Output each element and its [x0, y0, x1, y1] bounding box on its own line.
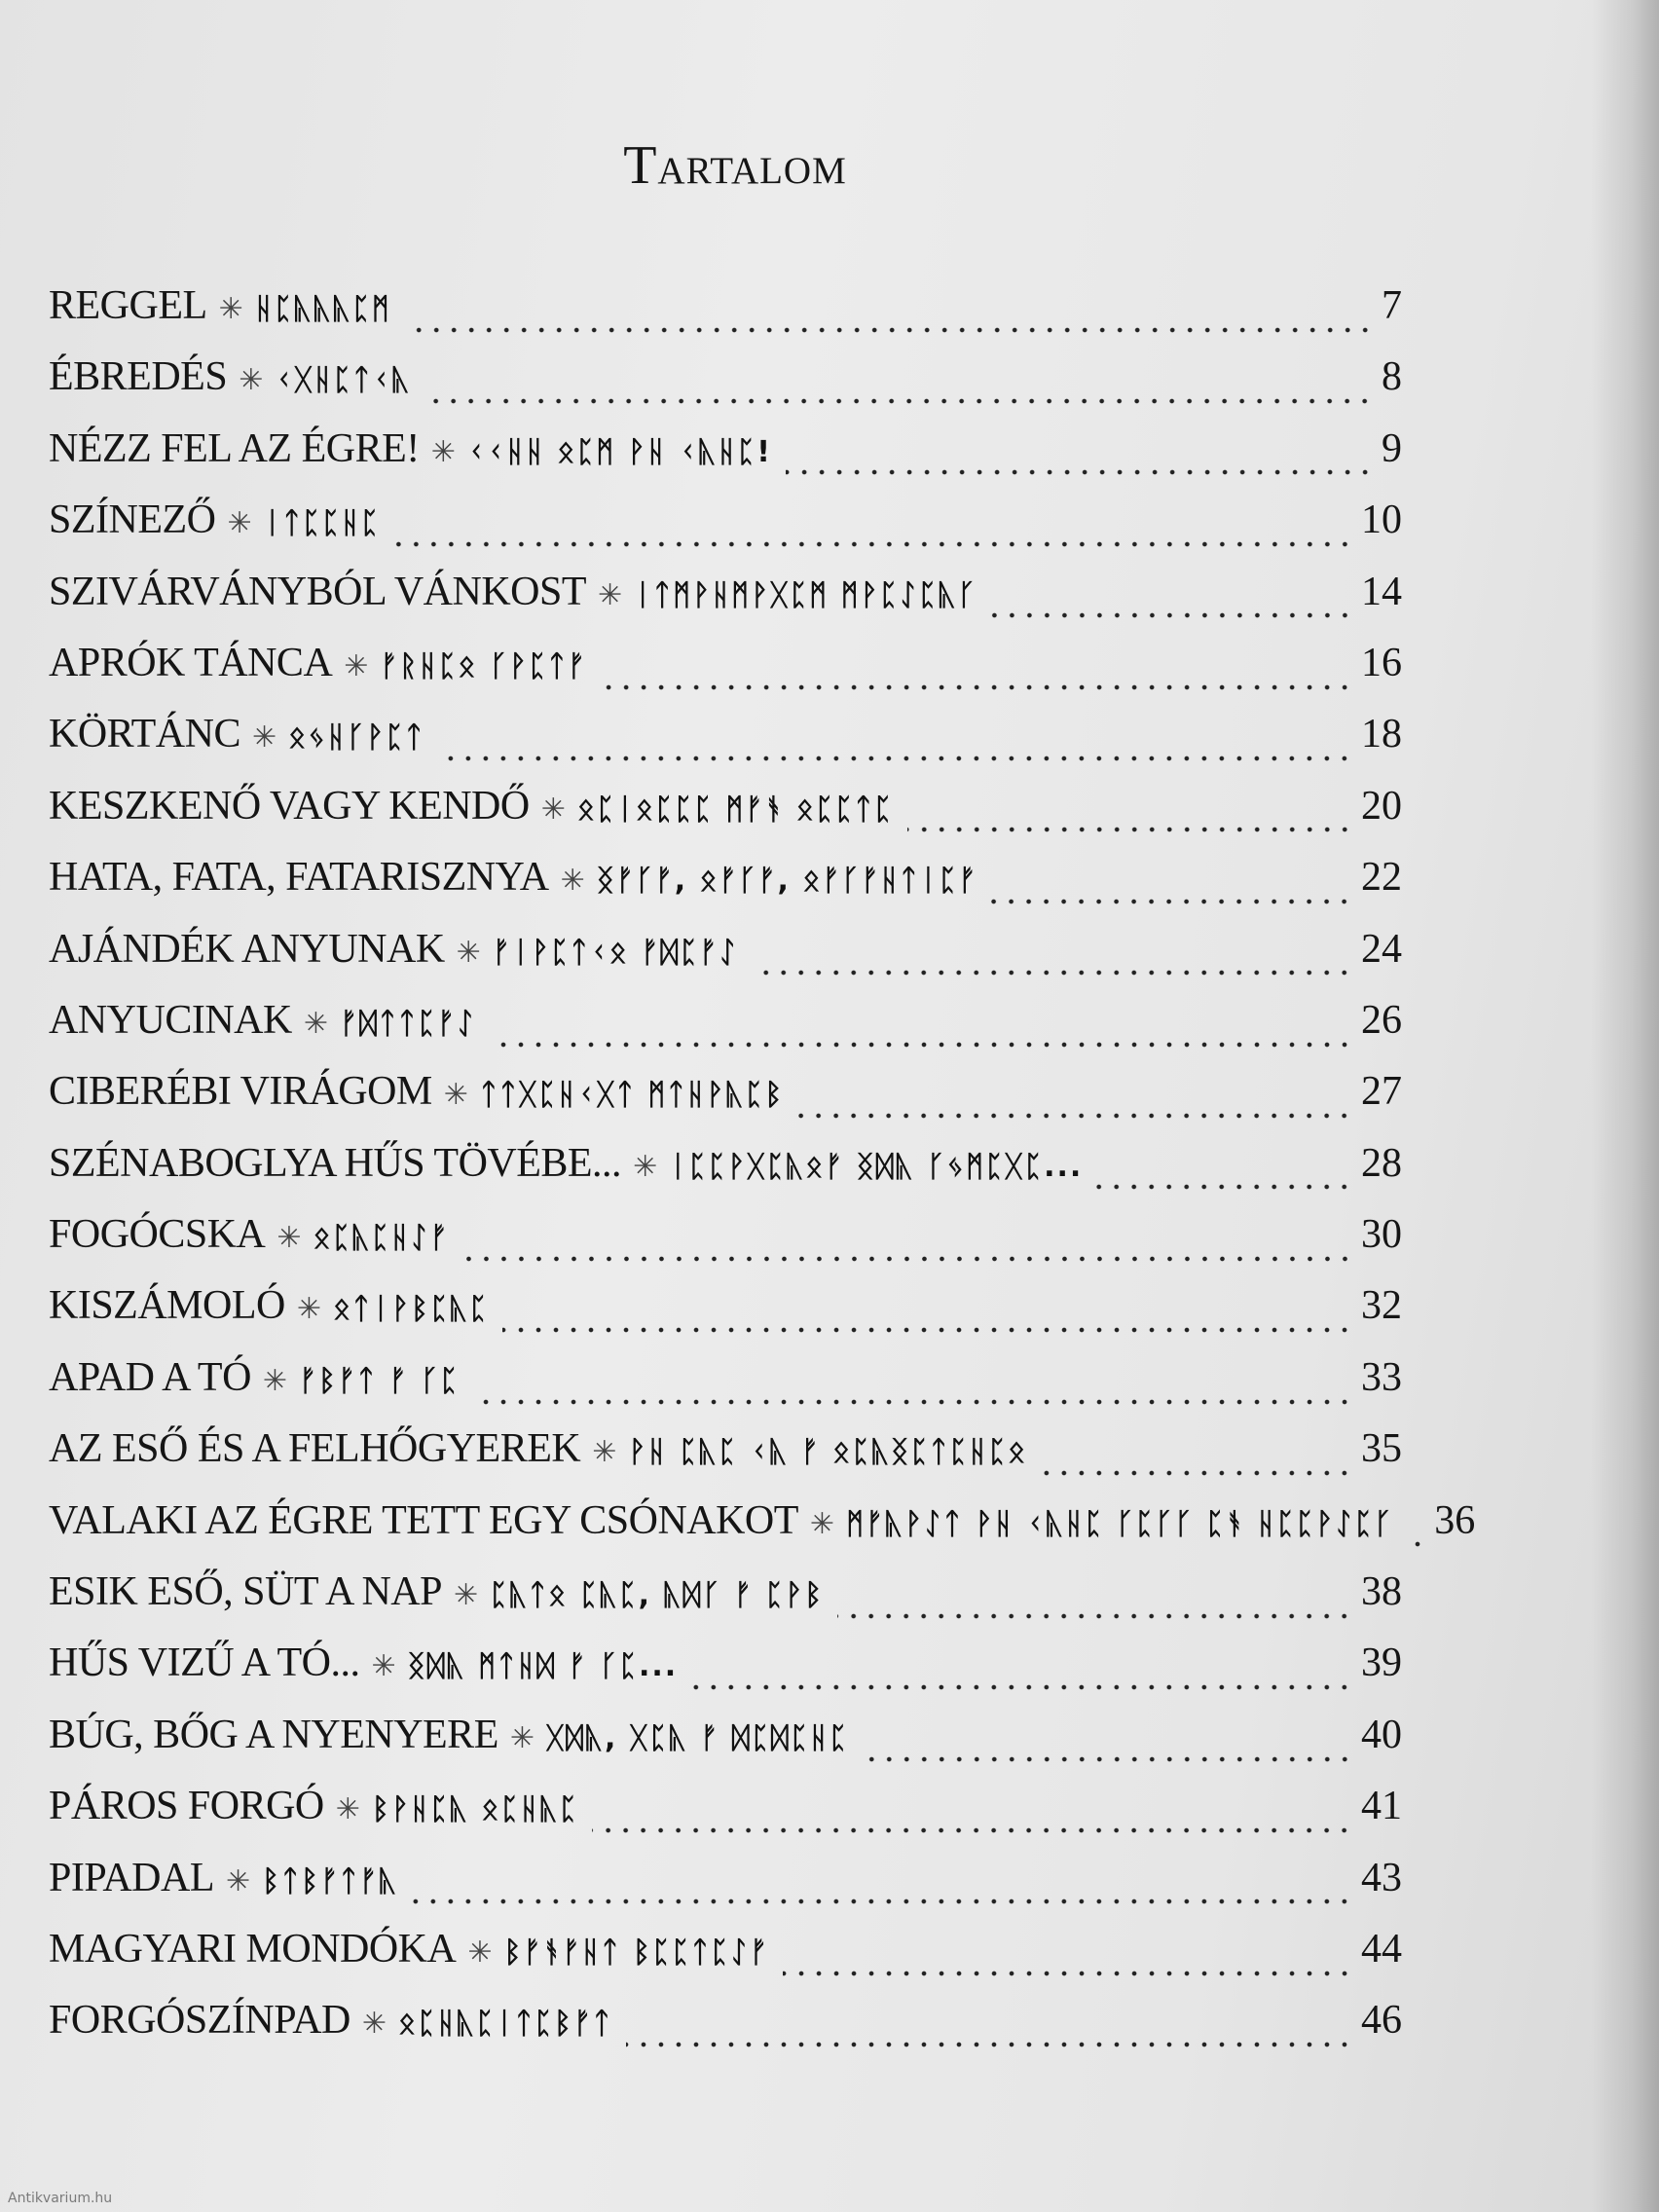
asterisk-separator-icon: ✳	[560, 865, 585, 898]
toc-entry-title: PÁROS FORGÓ	[49, 1784, 324, 1829]
toc-page-number: 44	[1361, 1926, 1402, 1972]
dot-leader	[1096, 1182, 1353, 1192]
toc-entry-runic-title: ᚷᛞᚣ, ᚷᛈᚣ ᚠ ᛞᛈᛞᛈᚺᛈ	[546, 1720, 849, 1755]
toc-row	[49, 1282, 1402, 1353]
toc-row	[49, 1425, 1402, 1496]
dot-leader	[463, 1254, 1353, 1264]
asterisk-separator-icon: ✳	[809, 1507, 835, 1540]
toc-row	[49, 1997, 1402, 2068]
dot-leader	[502, 1325, 1353, 1335]
toc-row	[49, 1211, 1402, 1282]
asterisk-separator-icon: ✳	[276, 1222, 302, 1255]
toc-entry-runic-title: ᚠᛒᚠᛏ ᚠ ᚴᛈ	[299, 1363, 460, 1398]
toc-entry-title: MAGYARI MONDÓKA	[49, 1926, 457, 1972]
toc-entry-title: KISZÁMOLÓ	[49, 1283, 285, 1329]
asterisk-separator-icon: ✳	[251, 721, 277, 755]
toc-page-number: 14	[1361, 569, 1402, 614]
toc-page-number: 33	[1361, 1354, 1402, 1400]
toc-row	[49, 1640, 1402, 1711]
toc-entry-title: APAD A TÓ	[49, 1354, 251, 1400]
toc-row	[49, 1068, 1402, 1139]
dot-leader	[473, 1397, 1353, 1407]
dot-leader	[592, 1825, 1353, 1835]
asterisk-separator-icon: ✳	[335, 1793, 360, 1826]
dot-leader	[601, 682, 1353, 692]
toc-page-number: 16	[1361, 640, 1402, 685]
asterisk-separator-icon: ✳	[456, 936, 481, 969]
toc-entry-title: ANYUCINAK	[49, 997, 292, 1043]
toc-row	[49, 1783, 1402, 1854]
dot-leader	[424, 396, 1374, 406]
asterisk-separator-icon: ✳	[303, 1007, 328, 1040]
toc-page-number: 36	[1434, 1497, 1476, 1543]
toc-page-number: 27	[1361, 1069, 1402, 1115]
dot-leader	[991, 897, 1353, 906]
toc-entry-runic-title: ᛁᛈᛈᚹᚷᛈᚣᛟᚠ ᛝᛞᚣ ᚴᛃᛗᛈᚷᛈ...	[669, 1149, 1084, 1184]
dot-leader	[394, 539, 1353, 549]
asterisk-separator-icon: ✳	[361, 2008, 387, 2041]
toc-page-number: 30	[1361, 1212, 1402, 1258]
asterisk-separator-icon: ✳	[226, 1864, 251, 1898]
asterisk-separator-icon: ✳	[467, 1936, 493, 1969]
dot-leader	[783, 1969, 1353, 1978]
watermark: Antikvarium.hu	[8, 2191, 113, 2206]
toc-row	[49, 1926, 1402, 1997]
toc-row	[49, 282, 1402, 353]
toc-entry-title: KESZKENŐ VAGY KENDŐ	[49, 783, 530, 829]
asterisk-separator-icon: ✳	[453, 1579, 479, 1612]
dot-leader	[1041, 1468, 1353, 1478]
toc-entry-title: HŰS VIZŰ A TÓ...	[49, 1641, 360, 1686]
toc-row	[49, 854, 1402, 925]
toc-page-number: 26	[1361, 997, 1402, 1043]
toc-row	[49, 1140, 1402, 1211]
asterisk-separator-icon: ✳	[633, 1150, 658, 1183]
toc-entry-runic-title: ᛝᛞᚣ ᛗᛏᚺᛞ ᚠ ᚴᛈ...	[407, 1649, 679, 1684]
toc-entry-title: ESIK ESŐ, SÜT A NAP	[49, 1569, 442, 1615]
toc-page-number: 9	[1382, 425, 1402, 471]
toc-entry-runic-title: ᚺᛈᚣᚣᚣᛈᛗ	[254, 292, 391, 326]
toc-entry-title: PIPADAL	[49, 1855, 214, 1900]
toc-page-number: 43	[1361, 1855, 1402, 1900]
toc-row	[49, 1712, 1402, 1783]
dot-leader	[626, 2040, 1353, 2049]
toc-entry-runic-title: ᛟᛃᚺᚴᚹᛈᛏ	[288, 720, 425, 756]
asterisk-separator-icon: ✳	[598, 578, 623, 611]
toc-entry-runic-title: ᛝᚠᚴᚠ, ᛟᚠᚴᚠ, ᛟᚠᚴᚠᚺᛏᛁᛈᚠ	[596, 864, 978, 899]
toc-page-number: 24	[1361, 926, 1402, 972]
asterisk-separator-icon: ✳	[344, 649, 369, 682]
toc-entry-runic-title: ᚲᚲᚺᚺ ᛟᛈᛗ ᚹᚺ ᚲᚣᚺᛈ!	[466, 434, 772, 469]
toc-row	[49, 640, 1402, 711]
asterisk-separator-icon: ✳	[430, 435, 456, 468]
toc-entry-runic-title: ᛒᚠᚬᚠᚺᛏ ᛒᛈᛈᛏᛈᛇᚠ	[503, 1935, 769, 1970]
toc-row	[49, 1497, 1476, 1568]
dot-leader	[907, 825, 1353, 834]
page-title: Tartalom	[623, 135, 847, 196]
toc-row	[49, 353, 1402, 424]
toc-entry-runic-title: ᛗᚠᚣᚹᛇᛏ ᚹᚺ ᚲᚣᚺᛈ ᚴᛈᚴᚴ ᛈᚬ ᚺᛈᛈᚹᛇᛈᚴ	[846, 1506, 1394, 1541]
dot-leader	[863, 1754, 1353, 1764]
asterisk-separator-icon: ✳	[371, 1650, 396, 1683]
toc-page-number: 20	[1361, 783, 1402, 829]
toc-page-number: 39	[1361, 1641, 1402, 1686]
asterisk-separator-icon: ✳	[218, 293, 243, 325]
toc-entry-runic-title: ᚠᛞᛏᛏᛈᚠᛇ	[339, 1006, 476, 1041]
dot-leader	[691, 1682, 1353, 1692]
toc-entry-title: KÖRTÁNC	[49, 712, 240, 757]
asterisk-separator-icon: ✳	[509, 1721, 535, 1754]
asterisk-separator-icon: ✳	[262, 1364, 288, 1397]
dot-leader	[1407, 1539, 1426, 1549]
toc-entry-runic-title: ᛁᛏᛈᛈᚺᛈ	[263, 506, 381, 541]
toc-entry-runic-title: ᛁᛏᛗᚹᚺᛗᚹᚷᛈᛗ ᛗᚹᛈᛇᛈᚣᚴ	[634, 577, 977, 612]
toc-entry-title: APRÓK TÁNCA	[49, 640, 333, 685]
toc-entry-runic-title: ᛏᛏᚷᛈᚺᚲᚷᛏ ᛗᛏᚺᚹᚣᛈᛒ	[479, 1078, 785, 1113]
toc-entry-title: HATA, FATA, FATARISZNYA	[49, 855, 549, 901]
toc-entry-runic-title: ᚠᚱᚺᛈᛟ ᚴᚹᛈᛏᚠ	[380, 648, 587, 683]
toc-entry-runic-title: ᛟᛏᛁᚹᛒᛈᚣᛈ	[332, 1292, 489, 1327]
toc-entry-runic-title: ᛈᚣᛏᛟ ᛈᚣᛈ, ᚣᛞᚴ ᚠ ᛈᚹᛒ	[490, 1578, 825, 1613]
toc-entry-title: VALAKI AZ ÉGRE TETT EGY CSÓNAKOT	[49, 1497, 798, 1543]
toc-page-number: 41	[1361, 1784, 1402, 1829]
toc-entry-title: FORGÓSZÍNPAD	[49, 1998, 350, 2044]
asterisk-separator-icon: ✳	[540, 793, 566, 826]
toc-entry-runic-title: ᛒᚹᚺᛈᚣ ᛟᛈᚺᚣᛈ	[371, 1792, 579, 1827]
toc-entry-title: AZ ESŐ ÉS A FELHŐGYEREK	[49, 1426, 581, 1472]
toc-entry-title: REGGEL	[49, 283, 207, 328]
dot-leader	[490, 1040, 1353, 1050]
toc-row	[49, 569, 1402, 640]
toc-entry-title: SZIVÁRVÁNYBÓL VÁNKOST	[49, 569, 586, 614]
toc-entry-runic-title: ᚠᛁᚹᛈᛏᚲᛟ ᚠᛞᛈᚠᛇ	[492, 935, 739, 970]
toc-entry-runic-title: ᚹᚺ ᛈᚣᛈ ᚲᚣ ᚠ ᛟᛈᚣᛝᛈᛏᛈᚺᛈᛟ	[628, 1435, 1028, 1470]
dot-leader	[405, 325, 1374, 335]
toc-entry-runic-title: ᛟᛈᚣᛈᚺᛇᚠ	[313, 1221, 450, 1256]
toc-row	[49, 425, 1402, 497]
toc-row	[49, 1855, 1402, 1926]
toc-entry-title: SZÍNEZŐ	[49, 498, 216, 543]
toc-page-number: 8	[1382, 354, 1402, 400]
asterisk-separator-icon: ✳	[443, 1079, 468, 1112]
toc-entry-runic-title: ᛒᛏᛒᚠᛏᚠᚣ	[262, 1863, 399, 1899]
toc-page-number: 28	[1361, 1140, 1402, 1186]
dot-leader	[991, 610, 1353, 620]
dot-leader	[797, 1111, 1353, 1121]
toc-entry-title: FOGÓCSKA	[49, 1212, 266, 1258]
toc-page-number: 38	[1361, 1569, 1402, 1615]
page-edge-shadow	[1591, 0, 1659, 2212]
dot-leader	[837, 1611, 1353, 1621]
toc-entry-title: ÉBREDÉS	[49, 354, 228, 400]
dot-leader	[438, 754, 1353, 763]
asterisk-separator-icon: ✳	[227, 507, 252, 540]
toc-row	[49, 1568, 1402, 1640]
toc-entry-title: NÉZZ FEL AZ ÉGRE!	[49, 425, 420, 471]
dot-leader	[752, 968, 1353, 977]
toc-page-number: 32	[1361, 1283, 1402, 1329]
toc-page-number: 46	[1361, 1998, 1402, 2044]
asterisk-separator-icon: ✳	[592, 1436, 617, 1469]
dot-leader	[412, 1897, 1353, 1906]
toc-page-number: 7	[1382, 283, 1402, 328]
toc-page-number: 40	[1361, 1712, 1402, 1757]
toc-row	[49, 997, 1402, 1068]
toc-entry-title: CIBERÉBI VIRÁGOM	[49, 1069, 432, 1115]
dot-leader	[786, 467, 1374, 477]
toc-entry-title: AJÁNDÉK ANYUNAK	[49, 926, 445, 972]
toc-page-number: 10	[1361, 498, 1402, 543]
toc-entry-runic-title: ᚲᚷᚺᛈᛏᚲᚣ	[275, 363, 412, 398]
toc-entry-title: BÚG, BŐG A NYENYERE	[49, 1712, 498, 1757]
toc-row	[49, 926, 1402, 997]
table-of-contents	[49, 282, 1476, 2069]
asterisk-separator-icon: ✳	[296, 1293, 321, 1326]
toc-entry-title: SZÉNABOGLYA HŰS TÖVÉBE...	[49, 1140, 622, 1186]
toc-row	[49, 497, 1402, 568]
toc-row	[49, 783, 1402, 854]
toc-page-number: 22	[1361, 855, 1402, 901]
toc-entry-runic-title: ᛟᛈᚺᚣᛈᛁᛏᛈᛒᚠᛏ	[398, 2007, 613, 2042]
toc-row	[49, 711, 1402, 782]
asterisk-separator-icon: ✳	[239, 364, 264, 397]
toc-page-number: 35	[1361, 1426, 1402, 1472]
toc-page-number: 18	[1361, 712, 1402, 757]
toc-row	[49, 1354, 1402, 1425]
toc-entry-runic-title: ᛟᛈᛁᛟᛈᛈᛈ ᛗᚠᚬ ᛟᛈᛈᛏᛈ	[576, 792, 894, 827]
